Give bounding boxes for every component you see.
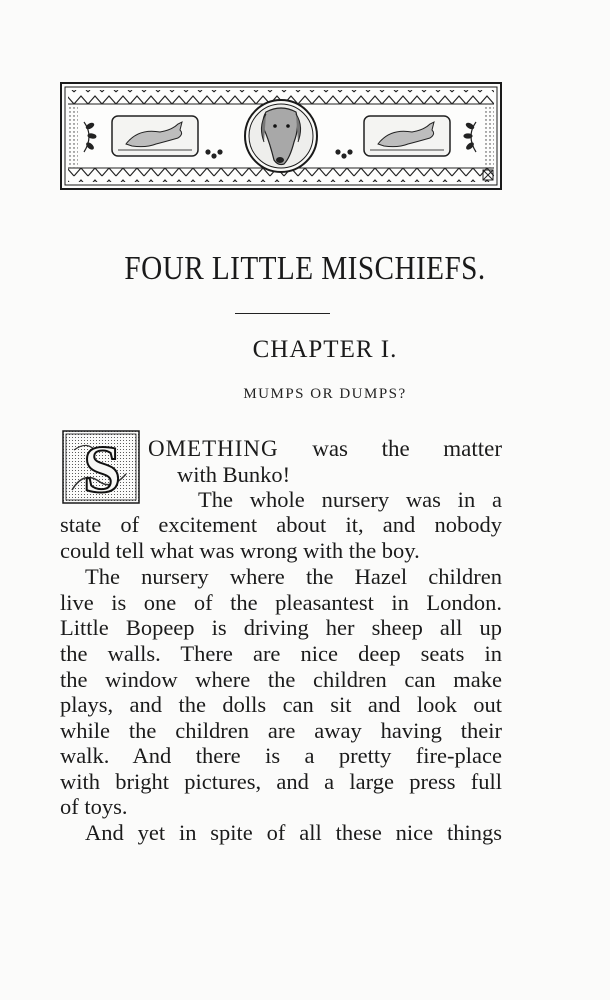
- headpiece-ornament: [60, 82, 502, 190]
- headpiece-illustration: [60, 82, 502, 190]
- body-line: The whole nursery was in a: [198, 487, 502, 512]
- body-line: while the children are away having their: [60, 718, 502, 743]
- body-line: the window where the children can make: [60, 667, 502, 692]
- body-line: live is one of the pleasantest in London.: [60, 590, 502, 615]
- first-word-caps: OMETHING: [148, 436, 279, 461]
- chapter-heading: CHAPTER I.: [252, 336, 398, 363]
- body-line: And yet in spite of all these nice things: [85, 820, 502, 845]
- body-line: with bright pictures, and a large press full: [60, 769, 502, 794]
- body-line: the walls. There are nice deep seats in: [60, 641, 502, 666]
- chapter-title: MUMPS OR DUMPS?: [243, 386, 407, 402]
- body-line: Little Bopeep is driving her sheep all up: [60, 615, 502, 640]
- title-divider: [235, 313, 330, 314]
- dropcap-ornament: [62, 430, 140, 504]
- body-line: walk. And there is a pretty fire-place: [60, 743, 502, 768]
- first-line-rest: was the matter: [278, 436, 502, 461]
- body-line: could tell what was wrong with the boy.: [60, 538, 420, 563]
- first-text-line: [148, 436, 502, 462]
- body-line: The nursery where the Hazel children: [85, 564, 502, 589]
- body-line: plays, and the dolls can sit and look out: [60, 692, 502, 717]
- dropcap-letter: S: [83, 431, 121, 504]
- body-line: with Bunko!: [177, 462, 291, 487]
- body-line: state of excitement about it, and nobody: [60, 512, 502, 537]
- book-title: FOUR LITTLE MISCHIEFS.: [124, 250, 486, 287]
- body-line: of toys.: [60, 794, 128, 819]
